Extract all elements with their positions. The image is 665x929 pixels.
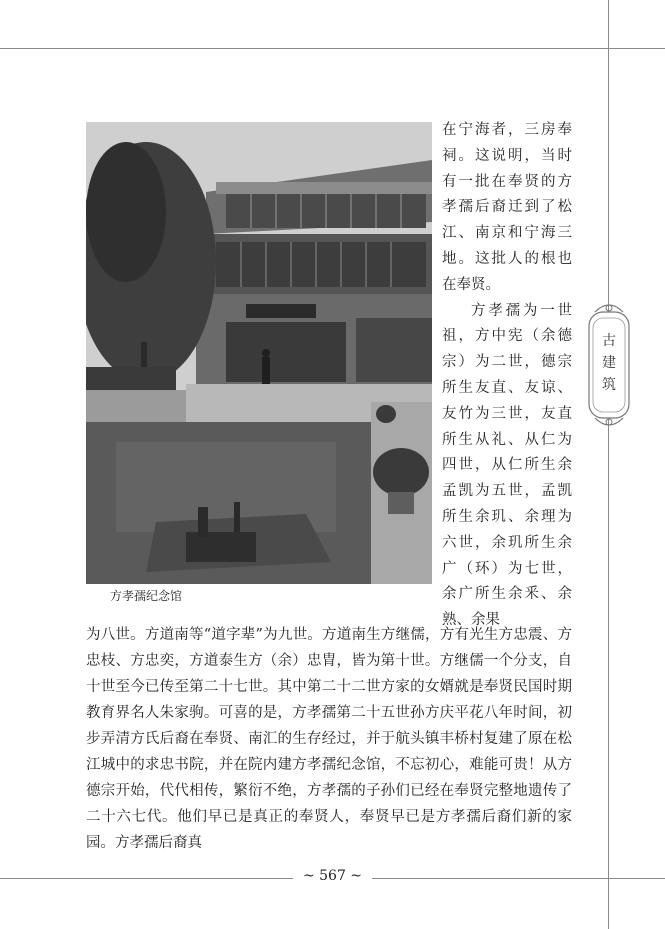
body-text xyxy=(86,622,572,856)
paragraph: 为八世。方道南等“道字辈”为九世。方道南生方继儒，方有光生方忠震、方忠枝、方忠奕，方道泰生方（余）忠胄，皆为第十世。方继儒一个分支，自十世至今已传至第二十七世。其中第二十二世方家的女婿就是奉贤民国时期教育界名人朱家驹。可喜的是，方孝孺第二十五世孙方庆平花八年时间，初步弄清方氏后裔在奉贤、南汇的生存经过，并于航头镇丰桥村复建了原在松江城中的求忠书院，并在院内建方孝孺纪念馆，不忘初心，难能可贵！从方德宗开始，代代相传，繁衍不绝，方孝孺的子孙们已经在奉贤完整地遗传了二十六七代。他们早已是真正的奉贤人，奉贤早已是方孝孺后裔们新的家园。方孝孺后裔真 xyxy=(86,627,572,851)
memorial-hall-photo xyxy=(86,122,432,584)
column-text xyxy=(442,118,572,634)
page-number xyxy=(0,868,665,884)
photo-caption: 方孝孺纪念馆 xyxy=(110,589,183,603)
paragraph: 方孝孺为一世祖，方中宪（余德宗）为二世，德宗所生友直、友谅、友竹为三世，友直所生从礼、从仁为四世，从仁所生余孟凯为五世，孟凯所生余玑、余理为六世，余玑所生余广（环）为七世，余广所生余釆、余熟、余果 xyxy=(442,302,572,629)
paragraph: 在宁海者，三房奉祠。这说明，当时有一批在奉贤的方孝孺后裔迁到了松江、南京和宁海三地。这批人的根也在奉贤。 xyxy=(442,122,572,293)
chapter-tab-text: 古建筑 xyxy=(602,333,616,393)
chapter-tab-label xyxy=(583,330,635,396)
right-margin-rule xyxy=(608,0,609,929)
page-number-text: ~ 567 ~ xyxy=(293,868,372,884)
chapter-tab xyxy=(583,300,635,430)
top-rule xyxy=(0,48,665,49)
